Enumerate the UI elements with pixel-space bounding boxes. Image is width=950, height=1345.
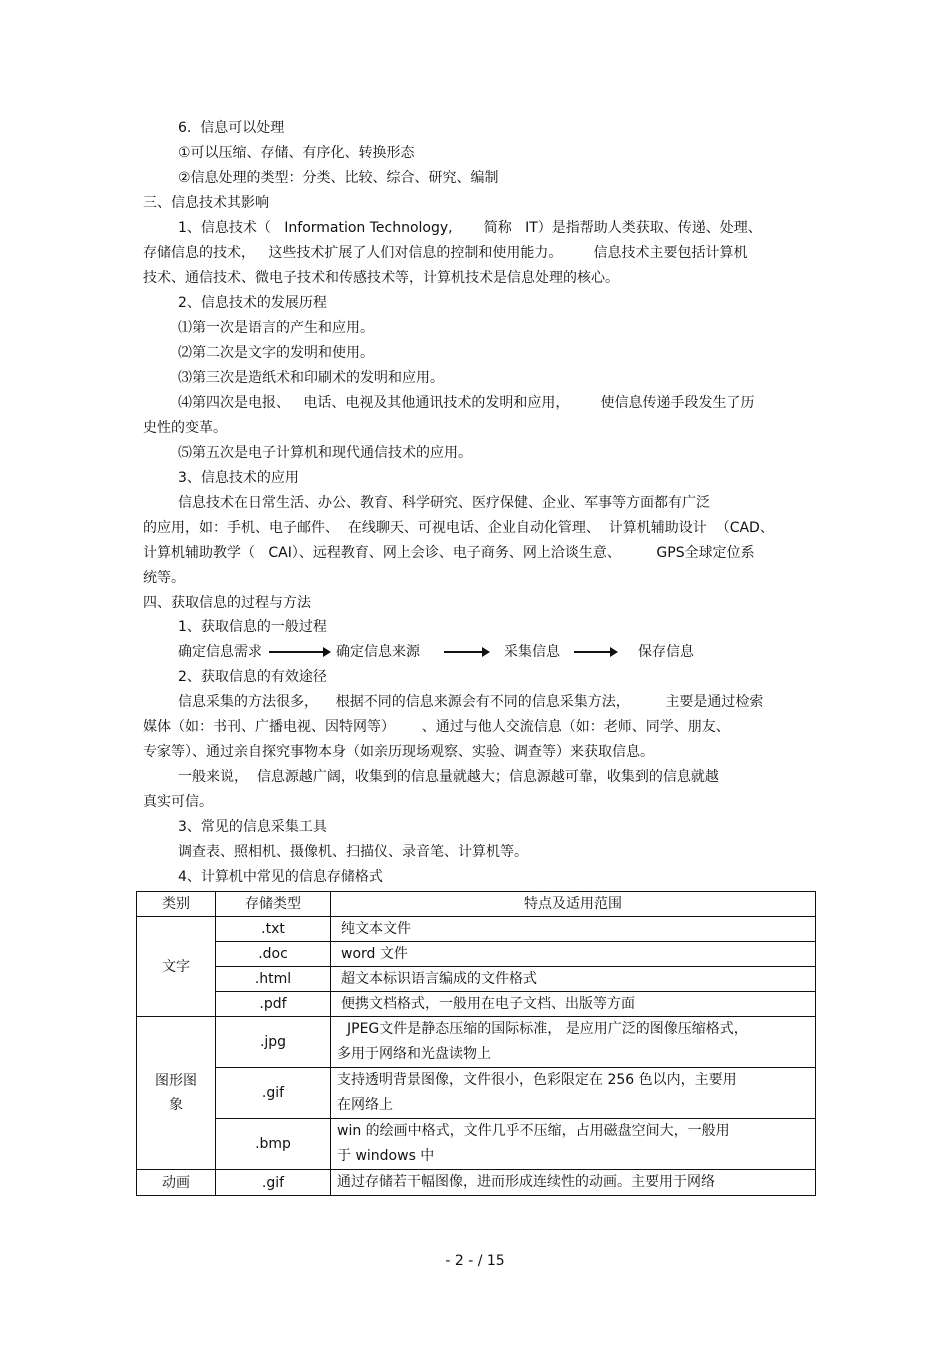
table-row bbox=[137, 1119, 816, 1170]
paragraph-line: ⑶第三次是造纸术和印刷术的发明和应用。 bbox=[178, 370, 444, 386]
desc-line: win 的绘画中格式，文件几乎不压缩，占用磁盘空间大，一般用 bbox=[337, 1123, 730, 1139]
paragraph-line: 媒体（如：书刊、广播电视、因特网等） 、通过与他人交流信息（如：老师、同学、朋友、 bbox=[143, 719, 730, 735]
desc-cell: word 文件 bbox=[331, 942, 816, 967]
category-cell bbox=[137, 1017, 216, 1170]
paragraph-line: 调查表、照相机、摄像机、扫描仪、录音笔、计算机等。 bbox=[178, 844, 528, 860]
section-heading: 三、信息技术其影响 bbox=[143, 195, 269, 211]
paragraph-line: ⑸第五次是电子计算机和现代通信技术的应用。 bbox=[178, 445, 472, 461]
desc-cell bbox=[331, 1017, 816, 1068]
subheading: 3、常见的信息采集工具 bbox=[178, 819, 327, 835]
paragraph-line: 真实可信。 bbox=[143, 794, 213, 810]
paragraph-line: ②信息处理的类型：分类、比较、综合、研究、编制 bbox=[178, 170, 499, 186]
paragraph-line: 存储信息的技术， 这些技术扩展了人们对信息的控制和使用能力。 信息技术主要包括计算机 bbox=[143, 245, 748, 261]
type-cell: .txt bbox=[216, 917, 331, 942]
type-cell: .bmp bbox=[216, 1119, 331, 1170]
flow-step: 确定信息需求 bbox=[178, 644, 262, 660]
arrow-right-icon bbox=[574, 651, 616, 653]
paragraph-line: 6. 信息可以处理 bbox=[178, 120, 285, 136]
table-row bbox=[137, 1068, 816, 1119]
category-cell: 文字 bbox=[137, 917, 216, 1017]
type-cell: .pdf bbox=[216, 992, 331, 1017]
table-header-cell: 特点及适用范围 bbox=[331, 892, 816, 917]
subheading: 4、计算机中常见的信息存储格式 bbox=[178, 869, 383, 885]
table-header-cell: 存储类型 bbox=[216, 892, 331, 917]
desc-line: JPEG文件是静态压缩的国际标准， 是应用广泛的图像压缩格式， bbox=[347, 1021, 748, 1037]
paragraph-line: 技术、通信技术、微电子技术和传感技术等，计算机技术是信息处理的核心。 bbox=[143, 270, 619, 286]
category-line: 象 bbox=[169, 1097, 183, 1113]
paragraph-line: 史性的变革。 bbox=[143, 420, 227, 436]
arrow-right-icon bbox=[269, 651, 329, 653]
paragraph-line: 信息采集的方法很多， 根据不同的信息来源会有不同的信息采集方法， 主要是通过检索 bbox=[178, 694, 764, 710]
type-cell: .gif bbox=[216, 1068, 331, 1119]
category-line: 图形图 bbox=[155, 1073, 197, 1089]
table-row bbox=[137, 967, 816, 992]
table-row bbox=[137, 942, 816, 967]
paragraph-line: 专家等）、通过亲自探究事物本身（如亲历现场观察、实验、调查等）来获取信息。 bbox=[143, 744, 654, 760]
subheading: 2、信息技术的发展历程 bbox=[178, 295, 327, 311]
table-row bbox=[137, 917, 816, 942]
desc-cell: 便携文档格式，一般用在电子文档、出版等方面 bbox=[331, 992, 816, 1017]
paragraph-line: ⑵第二次是文字的发明和使用。 bbox=[178, 345, 374, 361]
table-header-row bbox=[137, 892, 816, 917]
paragraph-line: 信息技术在日常生活、办公、教育、科学研究、医疗保健、企业、军事等方面都有广泛 bbox=[178, 495, 710, 511]
arrow-right-icon bbox=[444, 651, 488, 653]
table-row bbox=[137, 1017, 816, 1068]
paragraph-line: ①可以压缩、存储、有序化、转换形态 bbox=[178, 145, 415, 161]
desc-cell bbox=[331, 1119, 816, 1170]
flow-step: 采集信息 bbox=[504, 644, 560, 660]
paragraph-line: 的应用，如：手机、电子邮件、 在线聊天、可视电话、企业自动化管理、 计算机辅助设计 （CAD、 bbox=[143, 520, 774, 536]
table-row bbox=[137, 992, 816, 1017]
table-row bbox=[137, 1170, 816, 1196]
flow-step: 确定信息来源 bbox=[336, 644, 420, 660]
desc-cell: 通过存储若干幅图像，进而形成连续性的动画。主要用于网络 bbox=[331, 1170, 816, 1196]
paragraph-line: ⑷第四次是电报、 电话、电视及其他通讯技术的发明和应用， 使信息传递手段发生了历 bbox=[178, 395, 755, 411]
paragraph-line: ⑴第一次是语言的产生和应用。 bbox=[178, 320, 374, 336]
desc-line: 支持透明背景图像，文件很小，色彩限定在 256 色以内，主要用 bbox=[337, 1072, 737, 1088]
desc-line: 在网络上 bbox=[337, 1097, 393, 1113]
desc-line: 于 windows 中 bbox=[337, 1148, 435, 1164]
category-cell: 动画 bbox=[137, 1170, 216, 1196]
type-cell: .doc bbox=[216, 942, 331, 967]
desc-cell: 纯文本文件 bbox=[331, 917, 816, 942]
subheading: 1、获取信息的一般过程 bbox=[178, 619, 327, 635]
subheading: 3、信息技术的应用 bbox=[178, 470, 299, 486]
subheading: 2、获取信息的有效途径 bbox=[178, 669, 327, 685]
desc-cell: 超文本标识语言编成的文件格式 bbox=[331, 967, 816, 992]
type-cell: .gif bbox=[216, 1170, 331, 1196]
process-flow bbox=[178, 642, 778, 662]
paragraph-line: 1、信息技术（ Information Technology, 简称 IT）是指帮助人类获取、传递、处理、 bbox=[178, 220, 762, 236]
storage-format-table bbox=[136, 891, 816, 1196]
section-heading: 四、获取信息的过程与方法 bbox=[143, 595, 311, 611]
type-cell: .jpg bbox=[216, 1017, 331, 1068]
type-cell: .html bbox=[216, 967, 331, 992]
desc-line: 多用于网络和光盘读物上 bbox=[337, 1046, 491, 1062]
paragraph-line: 计算机辅助教学（ CAI）、远程教育、网上会诊、电子商务、网上洽谈生意、 GPS全球定位系 bbox=[143, 545, 755, 561]
desc-cell bbox=[331, 1068, 816, 1119]
page-number: - 2 - / 15 bbox=[445, 1253, 505, 1269]
paragraph-line: 一般来说， 信息源越广阔，收集到的信息量就越大；信息源越可靠，收集到的信息就越 bbox=[178, 769, 719, 785]
table-header-cell: 类别 bbox=[137, 892, 216, 917]
flow-step: 保存信息 bbox=[638, 644, 694, 660]
paragraph-line: 统等。 bbox=[143, 570, 185, 586]
